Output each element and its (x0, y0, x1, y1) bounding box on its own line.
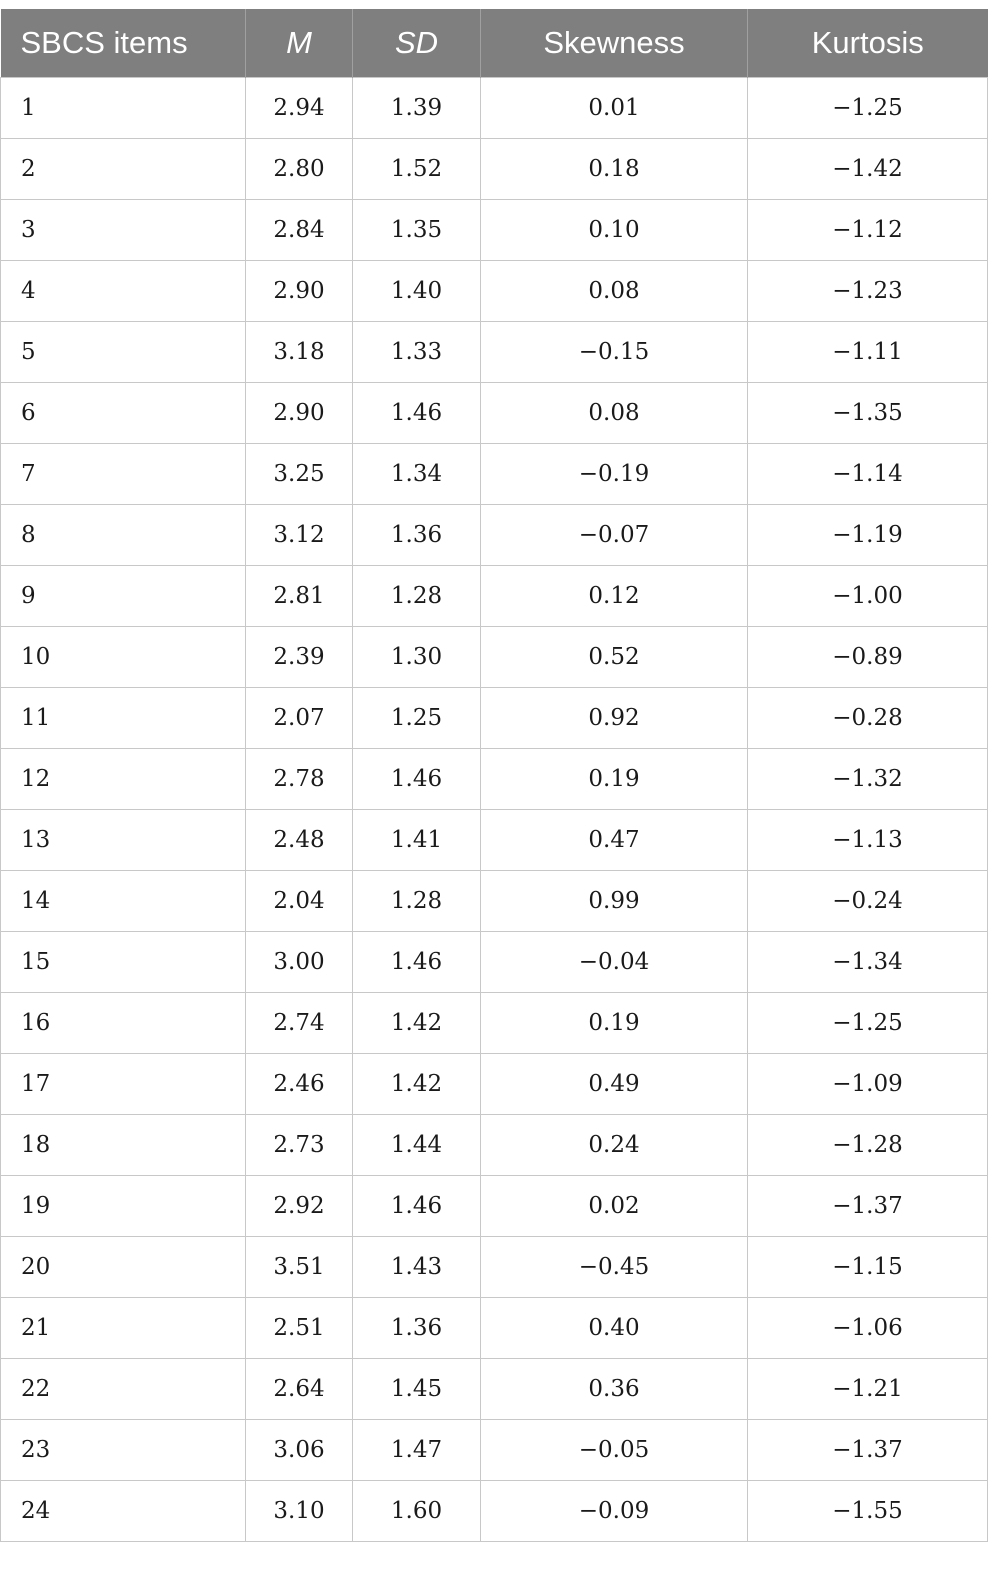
sd-cell: 1.45 (353, 1359, 481, 1420)
sd-cell: 1.40 (353, 261, 481, 322)
table-row (1, 688, 988, 749)
sd-cell: 1.30 (353, 627, 481, 688)
sd-cell: 1.25 (353, 688, 481, 749)
skewness-cell: 0.02 (481, 1176, 748, 1237)
skewness-cell: −0.19 (481, 444, 748, 505)
sd-cell: 1.47 (353, 1420, 481, 1481)
kurtosis-cell: −1.23 (748, 261, 988, 322)
kurtosis-cell: −1.37 (748, 1176, 988, 1237)
table-row (1, 1237, 988, 1298)
table-row (1, 322, 988, 383)
table-row (1, 505, 988, 566)
skewness-cell: 0.08 (481, 261, 748, 322)
mean-cell: 2.92 (246, 1176, 353, 1237)
kurtosis-cell: −1.13 (748, 810, 988, 871)
skewness-cell: −0.45 (481, 1237, 748, 1298)
sd-cell: 1.44 (353, 1115, 481, 1176)
kurtosis-cell: −1.14 (748, 444, 988, 505)
item-cell: 5 (1, 322, 246, 383)
skewness-cell: −0.07 (481, 505, 748, 566)
skewness-cell: 0.47 (481, 810, 748, 871)
item-cell: 16 (1, 993, 246, 1054)
mean-cell: 2.84 (246, 200, 353, 261)
skewness-cell: −0.04 (481, 932, 748, 993)
kurtosis-cell: −1.25 (748, 993, 988, 1054)
table-row (1, 993, 988, 1054)
sd-cell: 1.46 (353, 1176, 481, 1237)
skewness-cell: −0.05 (481, 1420, 748, 1481)
item-cell: 18 (1, 1115, 246, 1176)
table-row (1, 261, 988, 322)
mean-cell: 2.46 (246, 1054, 353, 1115)
skewness-cell: −0.09 (481, 1481, 748, 1542)
kurtosis-cell: −1.21 (748, 1359, 988, 1420)
mean-cell: 2.81 (246, 566, 353, 627)
table-row (1, 810, 988, 871)
mean-cell: 3.12 (246, 505, 353, 566)
sd-cell: 1.43 (353, 1237, 481, 1298)
sd-cell: 1.42 (353, 993, 481, 1054)
mean-cell: 2.51 (246, 1298, 353, 1359)
skewness-cell: 0.99 (481, 871, 748, 932)
sd-cell: 1.42 (353, 1054, 481, 1115)
item-cell: 14 (1, 871, 246, 932)
table-row (1, 1115, 988, 1176)
item-cell: 15 (1, 932, 246, 993)
mean-cell: 3.18 (246, 322, 353, 383)
kurtosis-cell: −1.09 (748, 1054, 988, 1115)
sd-cell: 1.41 (353, 810, 481, 871)
table-row (1, 749, 988, 810)
sd-cell: 1.28 (353, 871, 481, 932)
kurtosis-cell: −1.35 (748, 383, 988, 444)
sd-cell: 1.60 (353, 1481, 481, 1542)
mean-cell: 2.90 (246, 261, 353, 322)
sd-cell: 1.46 (353, 383, 481, 444)
table-row (1, 566, 988, 627)
skewness-cell: 0.19 (481, 749, 748, 810)
item-cell: 11 (1, 688, 246, 749)
kurtosis-cell: −1.11 (748, 322, 988, 383)
kurtosis-cell: −1.37 (748, 1420, 988, 1481)
mean-cell: 2.04 (246, 871, 353, 932)
table-row (1, 1298, 988, 1359)
table-row (1, 139, 988, 200)
kurtosis-cell: −1.19 (748, 505, 988, 566)
item-cell: 12 (1, 749, 246, 810)
item-cell: 19 (1, 1176, 246, 1237)
skewness-cell: 0.19 (481, 993, 748, 1054)
header-mean: M (246, 9, 353, 78)
item-cell: 4 (1, 261, 246, 322)
mean-cell: 2.64 (246, 1359, 353, 1420)
item-cell: 20 (1, 1237, 246, 1298)
kurtosis-cell: −1.28 (748, 1115, 988, 1176)
kurtosis-cell: −1.12 (748, 200, 988, 261)
item-cell: 23 (1, 1420, 246, 1481)
kurtosis-cell: −1.25 (748, 78, 988, 139)
sd-cell: 1.39 (353, 78, 481, 139)
mean-cell: 2.80 (246, 139, 353, 200)
item-cell: 2 (1, 139, 246, 200)
item-cell: 21 (1, 1298, 246, 1359)
table-row (1, 383, 988, 444)
item-cell: 8 (1, 505, 246, 566)
skewness-cell: −0.15 (481, 322, 748, 383)
table-row (1, 200, 988, 261)
mean-cell: 2.39 (246, 627, 353, 688)
item-cell: 1 (1, 78, 246, 139)
skewness-cell: 0.10 (481, 200, 748, 261)
kurtosis-cell: −0.24 (748, 871, 988, 932)
table-body (1, 78, 988, 1542)
kurtosis-cell: −1.34 (748, 932, 988, 993)
skewness-cell: 0.18 (481, 139, 748, 200)
table-row (1, 1359, 988, 1420)
sd-cell: 1.34 (353, 444, 481, 505)
sd-cell: 1.36 (353, 505, 481, 566)
item-cell: 9 (1, 566, 246, 627)
item-cell: 7 (1, 444, 246, 505)
table-row (1, 1054, 988, 1115)
skewness-cell: 0.24 (481, 1115, 748, 1176)
header-skewness: Skewness (481, 9, 748, 78)
table-row (1, 1420, 988, 1481)
kurtosis-cell: −1.00 (748, 566, 988, 627)
item-cell: 3 (1, 200, 246, 261)
mean-cell: 2.78 (246, 749, 353, 810)
skewness-cell: 0.12 (481, 566, 748, 627)
kurtosis-cell: −1.42 (748, 139, 988, 200)
table-row (1, 444, 988, 505)
table-row (1, 932, 988, 993)
item-cell: 13 (1, 810, 246, 871)
header-row (1, 9, 988, 78)
kurtosis-cell: −1.55 (748, 1481, 988, 1542)
table-row (1, 1176, 988, 1237)
item-cell: 6 (1, 383, 246, 444)
mean-cell: 2.07 (246, 688, 353, 749)
item-cell: 17 (1, 1054, 246, 1115)
kurtosis-cell: −1.06 (748, 1298, 988, 1359)
table-row (1, 627, 988, 688)
mean-cell: 2.90 (246, 383, 353, 444)
skewness-cell: 0.40 (481, 1298, 748, 1359)
header-sd: SD (353, 9, 481, 78)
mean-cell: 3.00 (246, 932, 353, 993)
mean-cell: 3.25 (246, 444, 353, 505)
mean-cell: 2.94 (246, 78, 353, 139)
item-cell: 24 (1, 1481, 246, 1542)
mean-cell: 2.73 (246, 1115, 353, 1176)
mean-cell: 3.10 (246, 1481, 353, 1542)
skewness-cell: 0.52 (481, 627, 748, 688)
skewness-cell: 0.49 (481, 1054, 748, 1115)
kurtosis-cell: −0.89 (748, 627, 988, 688)
sbcs-descriptives-table (0, 9, 988, 1542)
sd-cell: 1.35 (353, 200, 481, 261)
kurtosis-cell: −1.15 (748, 1237, 988, 1298)
sd-cell: 1.33 (353, 322, 481, 383)
table-row (1, 78, 988, 139)
mean-cell: 2.48 (246, 810, 353, 871)
mean-cell: 3.51 (246, 1237, 353, 1298)
kurtosis-cell: −1.32 (748, 749, 988, 810)
skewness-cell: 0.92 (481, 688, 748, 749)
table-row (1, 1481, 988, 1542)
mean-cell: 3.06 (246, 1420, 353, 1481)
header-sbcs-items: SBCS items (1, 9, 246, 78)
kurtosis-cell: −0.28 (748, 688, 988, 749)
item-cell: 22 (1, 1359, 246, 1420)
sd-cell: 1.36 (353, 1298, 481, 1359)
table-header (1, 9, 988, 78)
item-cell: 10 (1, 627, 246, 688)
skewness-cell: 0.08 (481, 383, 748, 444)
sd-cell: 1.28 (353, 566, 481, 627)
header-kurtosis: Kurtosis (748, 9, 988, 78)
sd-cell: 1.46 (353, 932, 481, 993)
skewness-cell: 0.36 (481, 1359, 748, 1420)
mean-cell: 2.74 (246, 993, 353, 1054)
skewness-cell: 0.01 (481, 78, 748, 139)
sd-cell: 1.46 (353, 749, 481, 810)
sd-cell: 1.52 (353, 139, 481, 200)
table-row (1, 871, 988, 932)
